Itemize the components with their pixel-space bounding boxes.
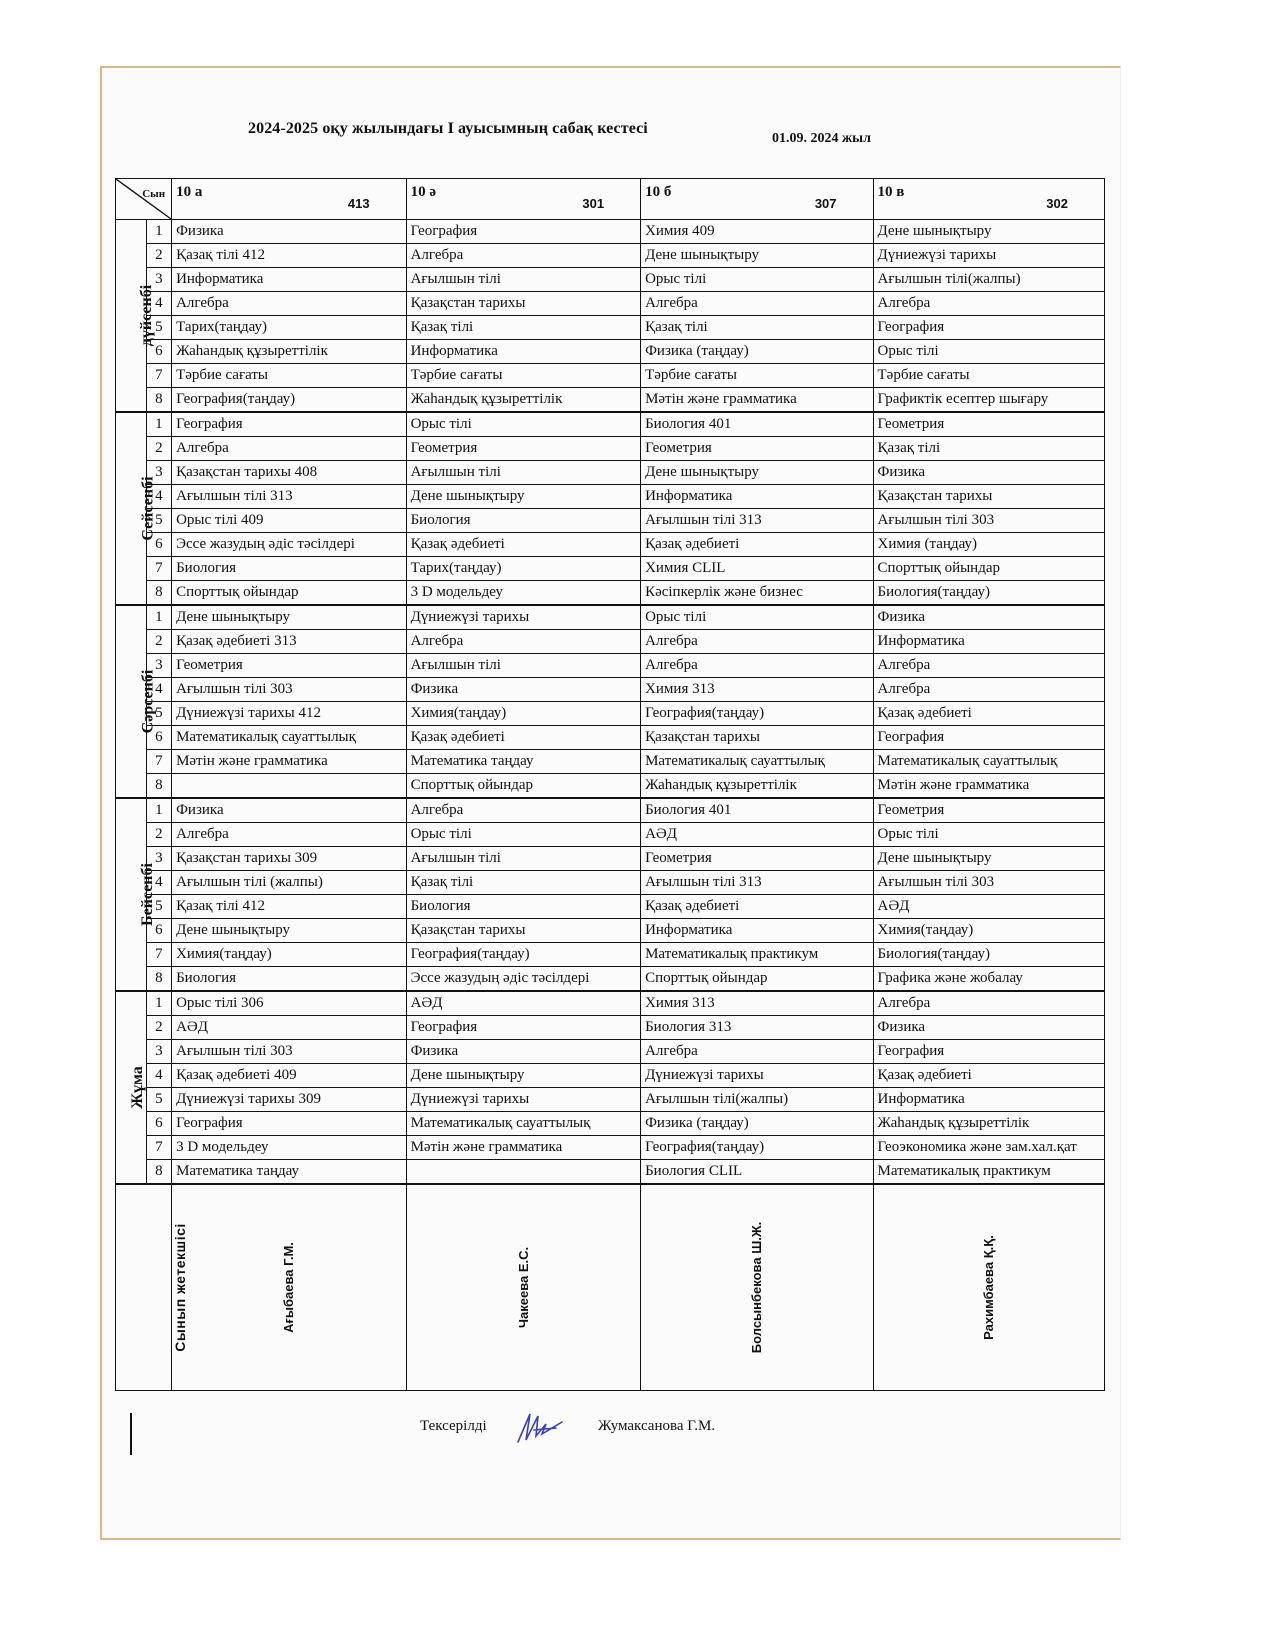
subject-cell: Алгебра (873, 654, 1104, 678)
subject-cell: 3 D модельдеу (406, 581, 641, 606)
subject-cell: Биология (406, 895, 641, 919)
subject-cell: Химия 313 (641, 678, 873, 702)
subject-cell: Спорттық ойындар (873, 557, 1104, 581)
subject-cell: АӘД (406, 991, 641, 1016)
subject-cell: Биология (172, 967, 407, 992)
signature-icon (512, 1410, 572, 1451)
subject-cell: Мәтін және грамматика (406, 1136, 641, 1160)
subject-cell: Ағылшын тілі(жалпы) (873, 268, 1104, 292)
day-label: дүйсенбі (116, 220, 147, 413)
subject-cell: Қазақ тілі (641, 316, 873, 340)
subject-cell: Қазақ әдебиеті (641, 895, 873, 919)
lesson-number: 5 (146, 316, 171, 340)
subject-cell: Қазақ тілі (406, 871, 641, 895)
lesson-row (116, 388, 1105, 413)
subject-cell: Математикалық сауаттылық (172, 726, 407, 750)
subject-cell: Информатика (172, 268, 407, 292)
subject-cell: География (873, 316, 1104, 340)
lesson-number: 4 (146, 292, 171, 316)
subject-cell: Геометрия (172, 654, 407, 678)
subject-cell: Спорттық ойындар (641, 967, 873, 992)
subject-cell: Химия 409 (641, 220, 873, 244)
subject-cell: Ағылшын тілі (жалпы) (172, 871, 407, 895)
lesson-number: 6 (146, 919, 171, 943)
lesson-row (116, 750, 1105, 774)
lesson-row (116, 605, 1105, 630)
subject-cell: Дүниежүзі тарихы (641, 1064, 873, 1088)
subject-cell: Дене шынықтыру (641, 244, 873, 268)
subject-cell: Графика және жобалау (873, 967, 1104, 992)
lesson-row (116, 316, 1105, 340)
subject-cell: Тәрбие сағаты (873, 364, 1104, 388)
subject-cell: Алгебра (641, 1040, 873, 1064)
lesson-number: 1 (146, 605, 171, 630)
lesson-row (116, 919, 1105, 943)
subject-cell: Химия 313 (641, 991, 873, 1016)
subject-cell: Қазақстан тарихы (406, 292, 641, 316)
subject-cell: АӘД (172, 1016, 407, 1040)
lesson-row (116, 581, 1105, 606)
lesson-number: 2 (146, 437, 171, 461)
subject-cell: Математикалық сауаттылық (406, 1112, 641, 1136)
lesson-row (116, 678, 1105, 702)
day-label: Жұма (116, 991, 147, 1184)
subject-cell: Ағылшын тілі 313 (641, 871, 873, 895)
subject-cell: Информатика (641, 919, 873, 943)
subject-cell: Дүниежүзі тарихы (406, 1088, 641, 1112)
lesson-row (116, 437, 1105, 461)
subject-cell: Дүниежүзі тарихы 412 (172, 702, 407, 726)
subject-cell: География (406, 220, 641, 244)
lesson-number: 7 (146, 1136, 171, 1160)
schedule-table (115, 178, 1105, 1391)
subject-cell: Дүниежүзі тарихы (406, 605, 641, 630)
subject-cell: Химия(таңдау) (172, 943, 407, 967)
subject-cell: Дене шынықтыру (873, 220, 1104, 244)
subject-cell: Эссе жазудың әдіс тәсілдері (172, 533, 407, 557)
subject-cell: Орыс тілі (406, 412, 641, 437)
lesson-number: 3 (146, 1040, 171, 1064)
subject-cell: Жаһандық құзыреттілік (406, 388, 641, 413)
subject-cell: Геометрия (641, 847, 873, 871)
subject-cell: География (873, 1040, 1104, 1064)
lesson-row (116, 798, 1105, 823)
subject-cell: 3 D модельдеу (172, 1136, 407, 1160)
subject-cell: Дүниежүзі тарихы (873, 244, 1104, 268)
subject-cell: Биология (172, 557, 407, 581)
lesson-number: 2 (146, 1016, 171, 1040)
subject-cell: Қазақстан тарихы 309 (172, 847, 407, 871)
corner-cell (116, 179, 172, 220)
subject-cell (172, 774, 407, 799)
lesson-row (116, 509, 1105, 533)
lesson-row (116, 1088, 1105, 1112)
subject-cell: География (172, 1112, 407, 1136)
lesson-row (116, 268, 1105, 292)
lesson-row (116, 412, 1105, 437)
subject-cell: Қазақстан тарихы (873, 485, 1104, 509)
lesson-number: 6 (146, 340, 171, 364)
lesson-number: 3 (146, 268, 171, 292)
lesson-number: 6 (146, 533, 171, 557)
subject-cell: Спорттық ойындар (172, 581, 407, 606)
lesson-row (116, 364, 1105, 388)
subject-cell: Математика таңдау (172, 1160, 407, 1185)
class-name: 10 б (645, 184, 672, 200)
subject-cell: Алгебра (873, 991, 1104, 1016)
day-label: Сейсенбі (116, 412, 147, 605)
document-title: 2024-2025 оқу жылындағы I ауысымның сабақ кестесі (248, 120, 648, 137)
lesson-row (116, 557, 1105, 581)
subject-cell: География(таңдау) (406, 943, 641, 967)
subject-cell: Қазақ әдебиеті (406, 726, 641, 750)
subject-cell: Қазақ тілі 412 (172, 244, 407, 268)
lesson-row (116, 1040, 1105, 1064)
lesson-number: 8 (146, 774, 171, 799)
subject-cell: Графиктік есептер шығару (873, 388, 1104, 413)
lesson-number: 1 (146, 798, 171, 823)
subject-cell: Физика (172, 220, 407, 244)
lesson-row (116, 244, 1105, 268)
subject-cell: Алгебра (641, 292, 873, 316)
lesson-row (116, 292, 1105, 316)
lesson-row (116, 1160, 1105, 1185)
schedule-body (116, 220, 1105, 1185)
lesson-number: 2 (146, 630, 171, 654)
lesson-row (116, 1136, 1105, 1160)
subject-cell: Орыс тілі (641, 605, 873, 630)
class-header-row (116, 179, 1105, 220)
subject-cell: Қазақстан тарихы (641, 726, 873, 750)
subject-cell: Дене шынықтыру (406, 485, 641, 509)
subject-cell: Дене шынықтыру (172, 605, 407, 630)
lesson-number: 7 (146, 943, 171, 967)
subject-cell: Алгебра (641, 654, 873, 678)
subject-cell: Мәтін және грамматика (873, 774, 1104, 799)
subject-cell: Қазақстан тарихы 408 (172, 461, 407, 485)
class-room: 413 (347, 196, 370, 211)
subject-cell: Дене шынықтыру (873, 847, 1104, 871)
subject-cell: Қазақстан тарихы (406, 919, 641, 943)
class-room: 301 (582, 196, 605, 211)
lesson-number: 1 (146, 220, 171, 244)
subject-cell: Тәрбие сағаты (406, 364, 641, 388)
subject-cell: Ағылшын тілі (406, 461, 641, 485)
subject-cell: Жаһандық құзыреттілік (873, 1112, 1104, 1136)
lesson-row (116, 533, 1105, 557)
subject-cell: Орыс тілі 409 (172, 509, 407, 533)
subject-cell: Физика (873, 1016, 1104, 1040)
subject-cell: Химия CLIL (641, 557, 873, 581)
subject-cell: Қазақ әдебиеті (641, 533, 873, 557)
lesson-number: 3 (146, 654, 171, 678)
subject-cell: Алгебра (406, 798, 641, 823)
subject-cell: Мәтін және грамматика (641, 388, 873, 413)
subject-cell: Математикалық сауаттылық (873, 750, 1104, 774)
subject-cell: Математикалық сауаттылық (641, 750, 873, 774)
subject-cell: Қазақ тілі 412 (172, 895, 407, 919)
lesson-number: 8 (146, 967, 171, 992)
class-leader: Чакеева Е.С. (406, 1184, 641, 1391)
subject-cell: Биология 401 (641, 798, 873, 823)
lesson-number: 8 (146, 581, 171, 606)
lesson-number: 6 (146, 726, 171, 750)
lesson-row (116, 630, 1105, 654)
lesson-number: 4 (146, 871, 171, 895)
subject-cell: Химия(таңдау) (406, 702, 641, 726)
lesson-number: 5 (146, 895, 171, 919)
subject-cell: АӘД (641, 823, 873, 847)
subject-cell: Геометрия (406, 437, 641, 461)
class-room: 307 (814, 196, 837, 211)
subject-cell: Химия(таңдау) (873, 919, 1104, 943)
subject-cell: Физика (873, 605, 1104, 630)
lesson-row (116, 943, 1105, 967)
lesson-row (116, 895, 1105, 919)
subject-cell: Ағылшын тілі (406, 847, 641, 871)
subject-cell: Алгебра (641, 630, 873, 654)
lesson-row (116, 991, 1105, 1016)
lesson-row (116, 485, 1105, 509)
subject-cell: Дене шынықтыру (641, 461, 873, 485)
lesson-number: 7 (146, 750, 171, 774)
class-header (873, 179, 1104, 220)
subject-cell: Ағылшын тілі 303 (172, 1040, 407, 1064)
subject-cell: Қазақ әдебиеті (873, 1064, 1104, 1088)
subject-cell: Биология CLIL (641, 1160, 873, 1185)
document-date: 01.09. 2024 жыл (772, 131, 871, 146)
lesson-row (116, 774, 1105, 799)
subject-cell: Ағылшын тілі(жалпы) (641, 1088, 873, 1112)
subject-cell: Алгебра (172, 437, 407, 461)
class-leader: Ағыбаева Г.М. (172, 1184, 407, 1391)
lesson-number: 4 (146, 678, 171, 702)
lesson-row (116, 1112, 1105, 1136)
lesson-row (116, 220, 1105, 244)
lesson-number: 8 (146, 1160, 171, 1185)
subject-cell: Математика таңдау (406, 750, 641, 774)
checked-label: Тексерілді (420, 1418, 487, 1434)
subject-cell: Жаһандық құзыреттілік (172, 340, 407, 364)
lesson-number: 8 (146, 388, 171, 413)
class-leader: Рахимбаева Қ.Қ. (873, 1184, 1104, 1391)
lesson-row (116, 967, 1105, 992)
subject-cell: Жаһандық құзыреттілік (641, 774, 873, 799)
subject-cell: Физика (406, 1040, 641, 1064)
lesson-row (116, 654, 1105, 678)
lesson-number: 2 (146, 823, 171, 847)
corner-label: Сын (142, 188, 166, 200)
subject-cell: Ағылшын тілі (406, 654, 641, 678)
lesson-row (116, 823, 1105, 847)
class-room: 302 (1046, 196, 1068, 211)
subject-cell: Ағылшын тілі (406, 268, 641, 292)
class-header (172, 179, 407, 220)
subject-cell: Физика (таңдау) (641, 340, 873, 364)
subject-cell: Спорттық ойындар (406, 774, 641, 799)
subject-cell: Ағылшын тілі 313 (641, 509, 873, 533)
subject-cell: Геометрия (873, 798, 1104, 823)
subject-cell: Химия (таңдау) (873, 533, 1104, 557)
lesson-row (116, 461, 1105, 485)
subject-cell: География(таңдау) (172, 388, 407, 413)
lesson-number: 3 (146, 847, 171, 871)
lesson-number: 2 (146, 244, 171, 268)
lesson-row (116, 726, 1105, 750)
subject-cell: Физика (873, 461, 1104, 485)
subject-cell: Ағылшын тілі 313 (172, 485, 407, 509)
subject-cell (406, 1160, 641, 1185)
subject-cell: Қазақ әдебиеті (873, 702, 1104, 726)
subject-cell: Қазақ әдебиеті 313 (172, 630, 407, 654)
subject-cell: Биология(таңдау) (873, 581, 1104, 606)
subject-cell: Математикалық практикум (873, 1160, 1104, 1185)
subject-cell: Биология (406, 509, 641, 533)
lesson-row (116, 871, 1105, 895)
subject-cell: Қазақ тілі (406, 316, 641, 340)
day-label: Сәрсенбі (116, 605, 147, 798)
lesson-number: 3 (146, 461, 171, 485)
subject-cell: Математикалық практикум (641, 943, 873, 967)
subject-cell: Орыс тілі (641, 268, 873, 292)
subject-cell: Мәтін және грамматика (172, 750, 407, 774)
subject-cell: Орыс тілі (406, 823, 641, 847)
subject-cell: Ағылшын тілі 303 (873, 871, 1104, 895)
subject-cell: Қазақ тілі (873, 437, 1104, 461)
subject-cell: Ағылшын тілі 303 (172, 678, 407, 702)
subject-cell: Дене шынықтыру (172, 919, 407, 943)
subject-cell: АӘД (873, 895, 1104, 919)
subject-cell: Орыс тілі (873, 823, 1104, 847)
lesson-number: 1 (146, 991, 171, 1016)
subject-cell: Биология(таңдау) (873, 943, 1104, 967)
class-header (641, 179, 873, 220)
subject-cell: Биология 313 (641, 1016, 873, 1040)
subject-cell: Информатика (873, 630, 1104, 654)
class-leader-label: Сынып жетекшісі (116, 1184, 172, 1391)
subject-cell: Дүниежүзі тарихы 309 (172, 1088, 407, 1112)
footer-rule (130, 1413, 133, 1455)
lesson-number: 4 (146, 1064, 171, 1088)
subject-cell: Алгебра (873, 292, 1104, 316)
class-leader: Болсынбекова Ш.Ж. (641, 1184, 873, 1391)
subject-cell: Тарих(таңдау) (172, 316, 407, 340)
subject-cell: Физика (таңдау) (641, 1112, 873, 1136)
subject-cell: Қазақ әдебиеті 409 (172, 1064, 407, 1088)
subject-cell: Информатика (641, 485, 873, 509)
day-label: Бейсенбі (116, 798, 147, 991)
subject-cell: Алгебра (172, 292, 407, 316)
subject-cell: Геометрия (641, 437, 873, 461)
lesson-number: 6 (146, 1112, 171, 1136)
subject-cell: Биология 401 (641, 412, 873, 437)
subject-cell: Кәсіпкерлік және бизнес (641, 581, 873, 606)
class-name: 10 в (877, 184, 905, 200)
class-leader-row (116, 1184, 1105, 1391)
lesson-number: 5 (146, 509, 171, 533)
class-name: 10 а (176, 184, 203, 200)
subject-cell: Ағылшын тілі 303 (873, 509, 1104, 533)
subject-cell: Тарих(таңдау) (406, 557, 641, 581)
lesson-number: 7 (146, 557, 171, 581)
lesson-number: 5 (146, 1088, 171, 1112)
lesson-row (116, 340, 1105, 364)
lesson-number: 1 (146, 412, 171, 437)
subject-cell: Алгебра (172, 823, 407, 847)
subject-cell: Алгебра (406, 630, 641, 654)
lesson-row (116, 702, 1105, 726)
subject-cell: Информатика (406, 340, 641, 364)
subject-cell: Информатика (873, 1088, 1104, 1112)
subject-cell: География(таңдау) (641, 702, 873, 726)
subject-cell: Тәрбие сағаты (641, 364, 873, 388)
class-header (406, 179, 641, 220)
subject-cell: Физика (172, 798, 407, 823)
subject-cell: Тәрбие сағаты (172, 364, 407, 388)
subject-cell: Геоэкономика және зам.хал.қат (873, 1136, 1104, 1160)
subject-cell: Орыс тілі (873, 340, 1104, 364)
lesson-row (116, 1016, 1105, 1040)
lesson-number: 4 (146, 485, 171, 509)
subject-cell: Алгебра (873, 678, 1104, 702)
lesson-row (116, 847, 1105, 871)
subject-cell: География (172, 412, 407, 437)
class-name: 10 ә (410, 184, 436, 200)
subject-cell: Эссе жазудың әдіс тәсілдері (406, 967, 641, 992)
subject-cell: География(таңдау) (641, 1136, 873, 1160)
subject-cell: Физика (406, 678, 641, 702)
subject-cell: Алгебра (406, 244, 641, 268)
lesson-number: 5 (146, 702, 171, 726)
checker-name: Жумаксанова Г.М. (598, 1418, 716, 1434)
subject-cell: География (406, 1016, 641, 1040)
lesson-number: 7 (146, 364, 171, 388)
subject-cell: Қазақ әдебиеті (406, 533, 641, 557)
lesson-row (116, 1064, 1105, 1088)
subject-cell: География (873, 726, 1104, 750)
subject-cell: Геометрия (873, 412, 1104, 437)
subject-cell: Дене шынықтыру (406, 1064, 641, 1088)
subject-cell: Орыс тілі 306 (172, 991, 407, 1016)
